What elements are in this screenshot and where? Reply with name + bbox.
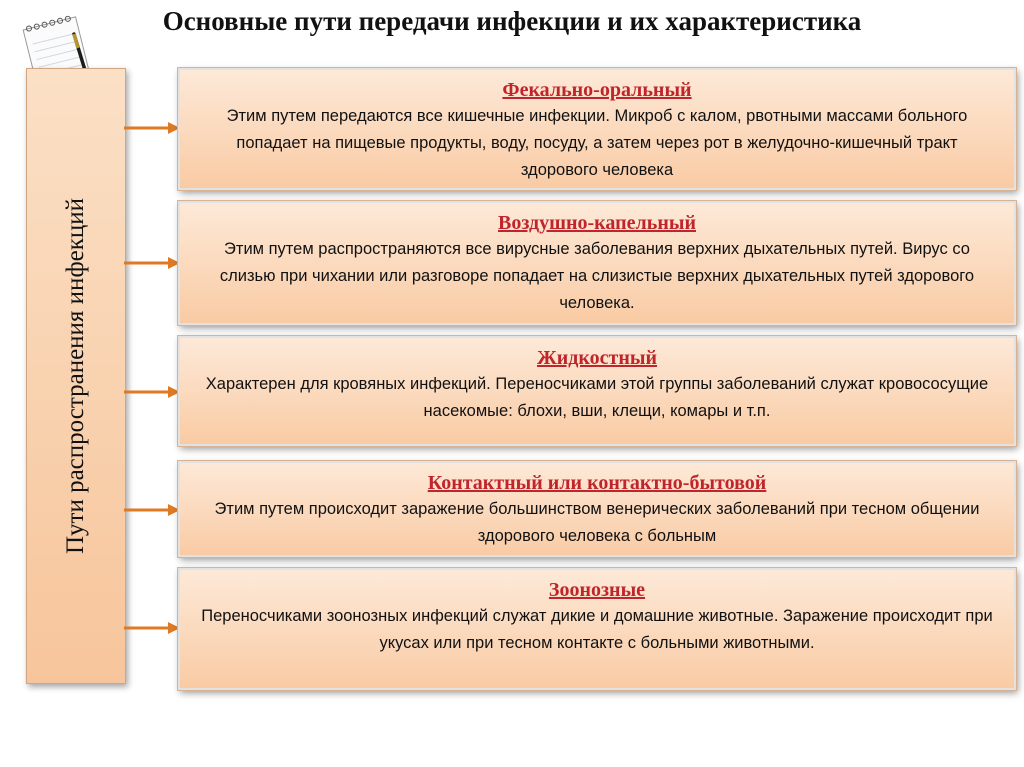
route-card-fecal-oral: [178, 68, 1016, 190]
arrow-icon: [124, 621, 180, 635]
route-card-text: Этим путем происходит заражение большинством венерических заболеваний при тесном общении здорового человека с больным: [214, 500, 980, 545]
page-title: Основные пути передачи инфекции и их характеристика: [162, 6, 862, 36]
route-card-contact: [178, 461, 1016, 557]
route-card-title: Фекально-оральный: [502, 79, 692, 101]
route-card-airborne: [178, 201, 1016, 325]
route-card-title: Жидкостный: [536, 347, 658, 369]
route-card-liquid: [178, 336, 1016, 446]
arrow-icon: [124, 503, 180, 517]
route-card-text: Характерен для кровяных инфекций. Переносчиками этой группы заболеваний служат кровососущие насекомые: блохи, вши, клещи, комары и т.п.: [205, 375, 989, 420]
route-card-text: Переносчиками зоонозных инфекций служат дикие и домашние животные. Заражение происходит при укусах или при тесном контакте с больными животными.: [201, 607, 993, 652]
routes-side-panel: [26, 68, 126, 684]
route-card-text: Этим путем передаются все кишечные инфекции. Микроб с калом, рвотными массами больного попадает на пищевые продукты, воду, посуду, а затем через рот в желудочно-кишечный тракт здорового человека: [226, 107, 968, 179]
route-card-zoonotic: [178, 568, 1016, 690]
arrow-icon: [124, 121, 180, 135]
side-label: Пути распространения инфекций: [62, 197, 89, 555]
route-card-title: Воздушно-капельный: [497, 212, 697, 234]
arrow-icon: [124, 256, 180, 270]
arrow-icon: [124, 385, 180, 399]
route-card-text: Этим путем распространяются все вирусные заболевания верхних дыхательных путей. Вирус со слизью при чихании или разговоре попадает на слизистые верхних дыхательных путей здорового человека.: [219, 240, 975, 312]
route-card-title: Контактный или контактно-бытовой: [427, 472, 767, 494]
route-card-title: Зоонозные: [548, 579, 646, 601]
